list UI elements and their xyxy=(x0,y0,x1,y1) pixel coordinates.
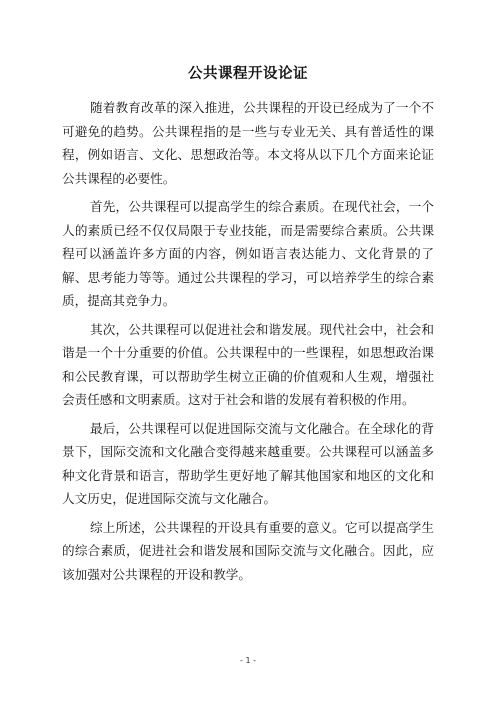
paragraph-intro: 随着教育改革的深入推进，公共课程的开设已经成为了一个不可避免的趋势。公共课程指的是一些与专业无关、具有普适性的课程，例如语言、文化、思想政治等。本文将从以下几个方面来论证公共课程的必要性。 xyxy=(62,100,434,186)
document-body xyxy=(62,96,434,591)
paragraph-first-point: 首先，公共课程可以提高学生的综合素质。在现代社会，一个人的素质已经不仅仅局限于专业技能，而是需要综合素质。公共课程可以涵盖许多方面的内容，例如语言表达能力、文化背景的了解、思考能力等等。通过公共课程的学习，可以培养学生的综合素质，提高其竞争力。 xyxy=(62,199,434,308)
document-title: 公共课程开设论证 xyxy=(188,66,308,82)
paragraph-third-point: 最后，公共课程可以促进国际交流与文化融合。在全球化的背景下，国际交流和文化融合变得越来越重要。公共课程可以涵盖多种文化背景和语言，帮助学生更好地了解其他国家和地区的文化和人文历史，促进国际交流与文化融合。 xyxy=(62,420,434,506)
paragraph-second-point: 其次，公共课程可以促进社会和谐发展。现代社会中，社会和谐是一个十分重要的价值。公共课程中的一些课程，如思想政治课和公民教育课，可以帮助学生树立正确的价值观和人生观，增强社会责任感和文明素质。这对于社会和谐的发展有着积极的作用。 xyxy=(62,321,434,407)
page-number: - 1 - xyxy=(240,656,256,665)
paragraph-conclusion: 综上所述，公共课程的开设具有重要的意义。它可以提高学生的综合素质，促进社会和谐发展和国际交流与文化融合。因此，应该加强对公共课程的开设和教学。 xyxy=(62,519,434,582)
